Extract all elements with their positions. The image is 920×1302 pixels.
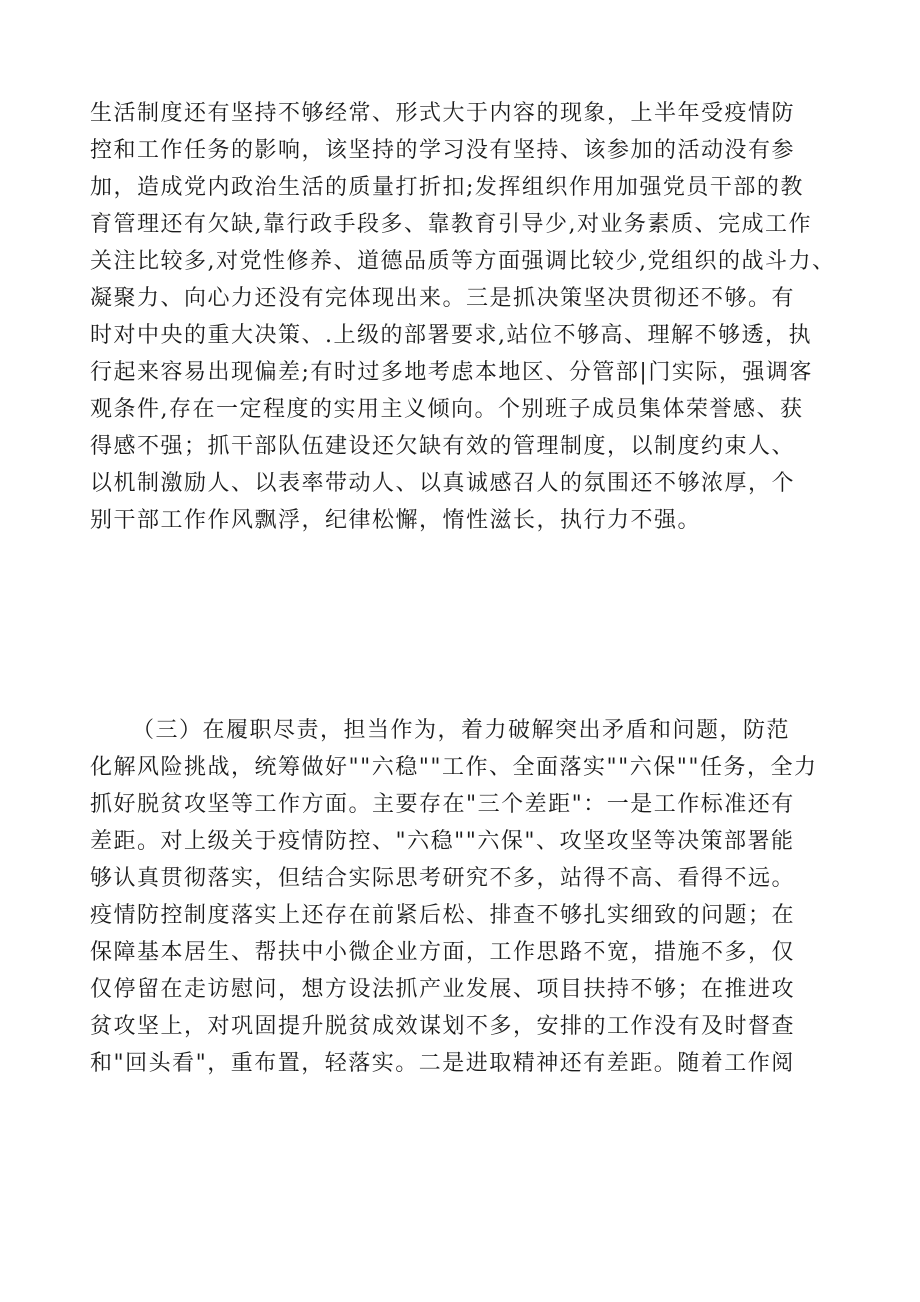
paragraph-2	[90, 712, 840, 1082]
paragraph-line: 保障基本居生、帮扶中小微企业方面，工作思路不宽，措施不多，仅	[90, 940, 796, 965]
paragraph-line: 凝聚力、向心力还没有完体现出来。三是抓决策坚决贯彻还不够。有	[90, 286, 796, 311]
paragraph-line: 够认真贯彻落实，但结合实际思考研究不多，站得不高、看得不远。	[90, 866, 796, 891]
paragraph-line: 和"回头看"，重布置，轻落实。二是进取精神还有差距。随着工作阅	[90, 1051, 795, 1076]
paragraph-line: 别干部工作作风飘浮，纪律松懈，惰性滋长，执行力不强。	[90, 508, 702, 533]
paragraph-line: 差距。对上级关于疫情防控、"六稳""六保"、攻坚攻坚等决策部署能	[90, 829, 795, 854]
paragraph-line: 得感不强；抓干部队伍建设还欠缺有效的管理制度，以制度约束人、	[90, 434, 796, 459]
paragraph-line: 疫情防控制度落实上还存在前紧后松、排查不够扎实细致的问题；在	[90, 903, 796, 928]
paragraph-line: （三）在履职尽责，担当作为，着力破解突出矛盾和问题，防范	[132, 718, 791, 743]
paragraph-line: 育管理还有欠缺,靠行政手段多、靠教育引导少,对业务素质、完成工作	[90, 212, 812, 237]
paragraph-line: 仅停留在走访慰问，想方设法抓产业发展、项目扶持不够；在推进攻	[90, 977, 796, 1002]
paragraph-line: 生活制度还有坚持不够经常、形式大于内容的现象，上半年受疫情防	[90, 101, 796, 126]
paragraph-line: 控和工作任务的影响，该坚持的学习没有坚持、该参加的活动没有参	[90, 138, 796, 163]
paragraph-line: 贫攻坚上，对巩固提升脱贫成效谋划不多，安排的工作没有及时督查	[90, 1014, 796, 1039]
paragraph-line: 加，造成党内政治生活的质量打折扣;发挥组织作用加强党员干部的教	[90, 175, 804, 200]
paragraph-line: 化解风险挑战，统筹做好""六稳""工作、全面落实""六保""任务，全力	[90, 755, 818, 780]
paragraph-line: 以机制激励人、以表率带动人、以真诚感召人的氛围还不够浓厚，个	[90, 471, 796, 496]
paragraph-line: 观条件,存在一定程度的实用主义倾向。个别班子成员集体荣誉感、获	[90, 397, 804, 422]
paragraph-line: 抓好脱贫攻坚等工作方面。主要存在"三个差距"：一是工作标准还有	[90, 792, 795, 817]
paragraph-line: 时对中央的重大决策、.上级的部署要求,站位不够高、理解不够透，执	[90, 323, 812, 348]
paragraph-line: 行起来容易出现偏差;有时过多地考虑本地区、分管部|门实际，强调客	[90, 360, 813, 385]
paragraph-1	[90, 95, 840, 539]
paragraph-line: 关注比较多,对党性修养、道德品质等方面强调比较少,党组织的战斗力、	[90, 249, 836, 274]
